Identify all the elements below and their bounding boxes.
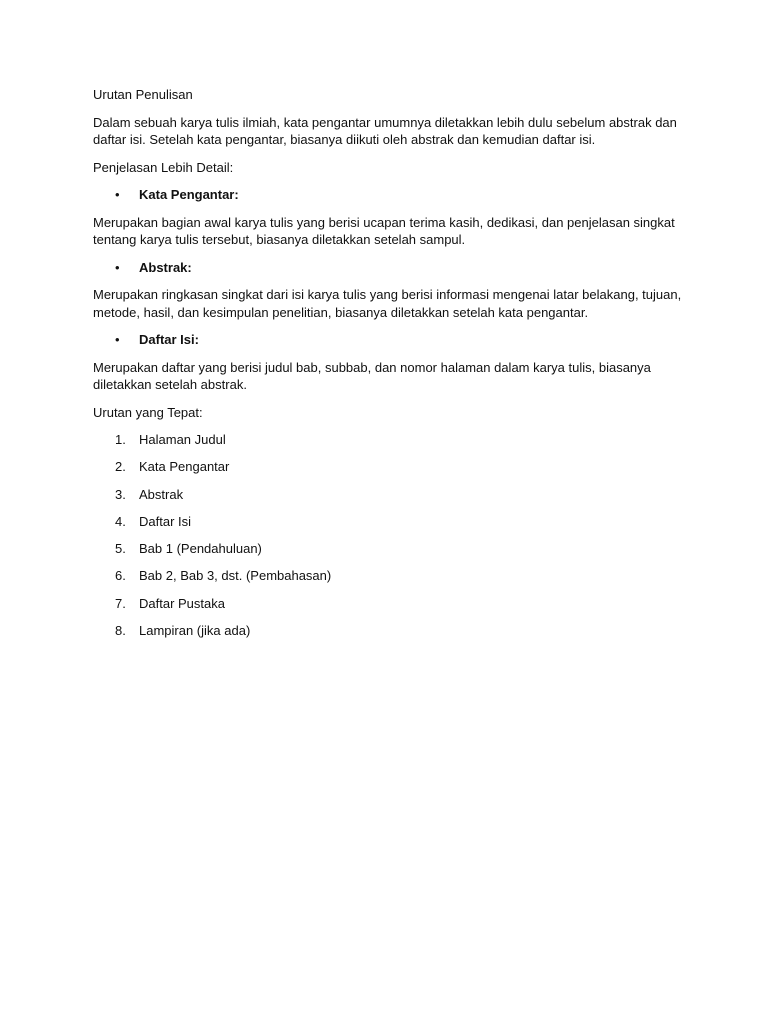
bullet-icon: • (115, 259, 120, 275)
list-item (93, 567, 683, 585)
list-number: 2. (115, 459, 126, 475)
list-item (93, 431, 683, 449)
document-title: Urutan Penulisan (93, 87, 193, 102)
section-description: Merupakan daftar yang berisi judul bab, subbab, dan nomor halaman dalam karya tulis, biasanya diletakkan setelah abstrak. (93, 359, 651, 392)
list-item (93, 486, 683, 504)
section-daftar-isi (93, 331, 683, 394)
bullet-icon: • (115, 187, 120, 202)
list-item-text: Daftar Pustaka (139, 595, 225, 611)
list-number: 4. (115, 513, 126, 529)
list-item (93, 595, 683, 613)
section-abstrak (93, 259, 683, 322)
list-number: 1. (115, 432, 126, 447)
section-term: Daftar Isi: (139, 332, 199, 347)
list-number: 8. (115, 623, 126, 639)
document-body (93, 86, 683, 649)
intro-paragraph: Dalam sebuah karya tulis ilmiah, kata pengantar umumnya diletakkan lebih dulu sebelum abstrak dan daftar isi. Setelah kata pengantar, biasanya diikuti oleh abstrak dan kemudian daftar isi. (93, 114, 677, 147)
list-number: 6. (115, 568, 126, 584)
list-item-text: Daftar Isi (139, 513, 192, 529)
ordered-list (93, 431, 683, 640)
bullet-item (93, 331, 683, 349)
section-description: Merupakan bagian awal karya tulis yang berisi ucapan terima kasih, dedikasi, dan penjelasan singkat tentang karya tulis tersebut, biasanya diletakkan setelah sampul. (93, 214, 675, 247)
list-item (93, 540, 683, 558)
list-item-text: Abstrak (139, 486, 184, 502)
list-item-text: Bab 1 (Pendahuluan) (139, 541, 262, 557)
section-kata-pengantar (93, 186, 683, 249)
list-item-text: Kata Pengantar (139, 459, 230, 475)
list-number: 5. (115, 541, 126, 557)
section-term: Abstrak: (139, 259, 192, 275)
bullet-icon: • (115, 332, 120, 347)
detail-heading: Penjelasan Lebih Detail: (93, 159, 234, 175)
list-item-text: Halaman Judul (139, 432, 226, 447)
section-description: Merupakan ringkasan singkat dari isi karya tulis yang berisi informasi mengenai latar belakang, tujuan, metode, hasil, dan kesimpulan penelitian, biasanya diletakkan setelah kata pengantar. (93, 287, 682, 320)
list-item (93, 513, 683, 531)
bullet-item (93, 186, 683, 204)
section-term: Kata Pengantar: (139, 187, 239, 202)
list-item-text: Lampiran (jika ada) (139, 623, 251, 639)
list-item (93, 622, 683, 640)
list-item-text: Bab 2, Bab 3, dst. (Pembahasan) (139, 568, 332, 584)
list-number: 7. (115, 595, 126, 611)
list-number: 3. (115, 486, 126, 502)
order-heading: Urutan yang Tepat: (93, 404, 203, 420)
bullet-item (93, 259, 683, 277)
list-item (93, 458, 683, 476)
